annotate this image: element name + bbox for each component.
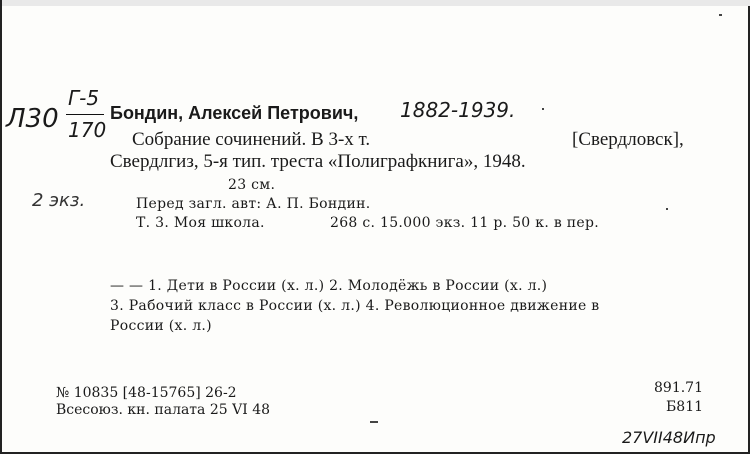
inventory-number: 27VII48Ипр (622, 428, 716, 447)
title-note: Перед загл. авт: А. П. Бондин. (136, 196, 371, 212)
copies-note: 2 экз. (32, 190, 86, 211)
scan-speck (666, 208, 668, 210)
shelfmark-prefix: Л30 (6, 104, 59, 134)
contents-line-1: — — 1. Дети в России (х. л.) 2. Молодёжь в России (х. л.) (110, 278, 548, 294)
scan-speck (370, 421, 378, 423)
author-dates: 1882-1939. (400, 98, 516, 122)
shelfmark-denominator: 170 (68, 118, 107, 142)
author-mark: Б811 (666, 399, 704, 415)
imprint: Свердлгиз, 5-я тип. треста «Полиграфкнига», 1948. (110, 151, 526, 172)
scan-edge (2, 0, 750, 6)
shelfmark-numerator: Г-5 (68, 86, 100, 110)
registry-number: № 10835 [48-15765] 26-2 (56, 385, 237, 401)
scan-speck (542, 108, 544, 110)
contents-line-2: 3. Рабочий класс в России (х. л.) 4. Революционное движение в (110, 298, 600, 314)
physical-size: 23 см. (228, 177, 276, 193)
scan-speck (719, 14, 722, 16)
publication-place: [Свердловск], (572, 129, 684, 150)
book-title: Собрание сочинений. В 3-х т. (132, 129, 371, 150)
volume-details: 268 с. 15.000 экз. 11 р. 50 к. в пер. (330, 215, 599, 231)
author-name: Бондин, Алексей Петрович, (110, 103, 359, 123)
shelfmark-fraction-line (66, 114, 104, 115)
book-chamber-line: Всесоюз. кн. палата 25 VI 48 (56, 402, 271, 418)
volume-title: Т. 3. Моя школа. (136, 215, 265, 231)
classification-code: 891.71 (654, 380, 703, 396)
contents-line-3: России (х. л.) (110, 318, 212, 334)
